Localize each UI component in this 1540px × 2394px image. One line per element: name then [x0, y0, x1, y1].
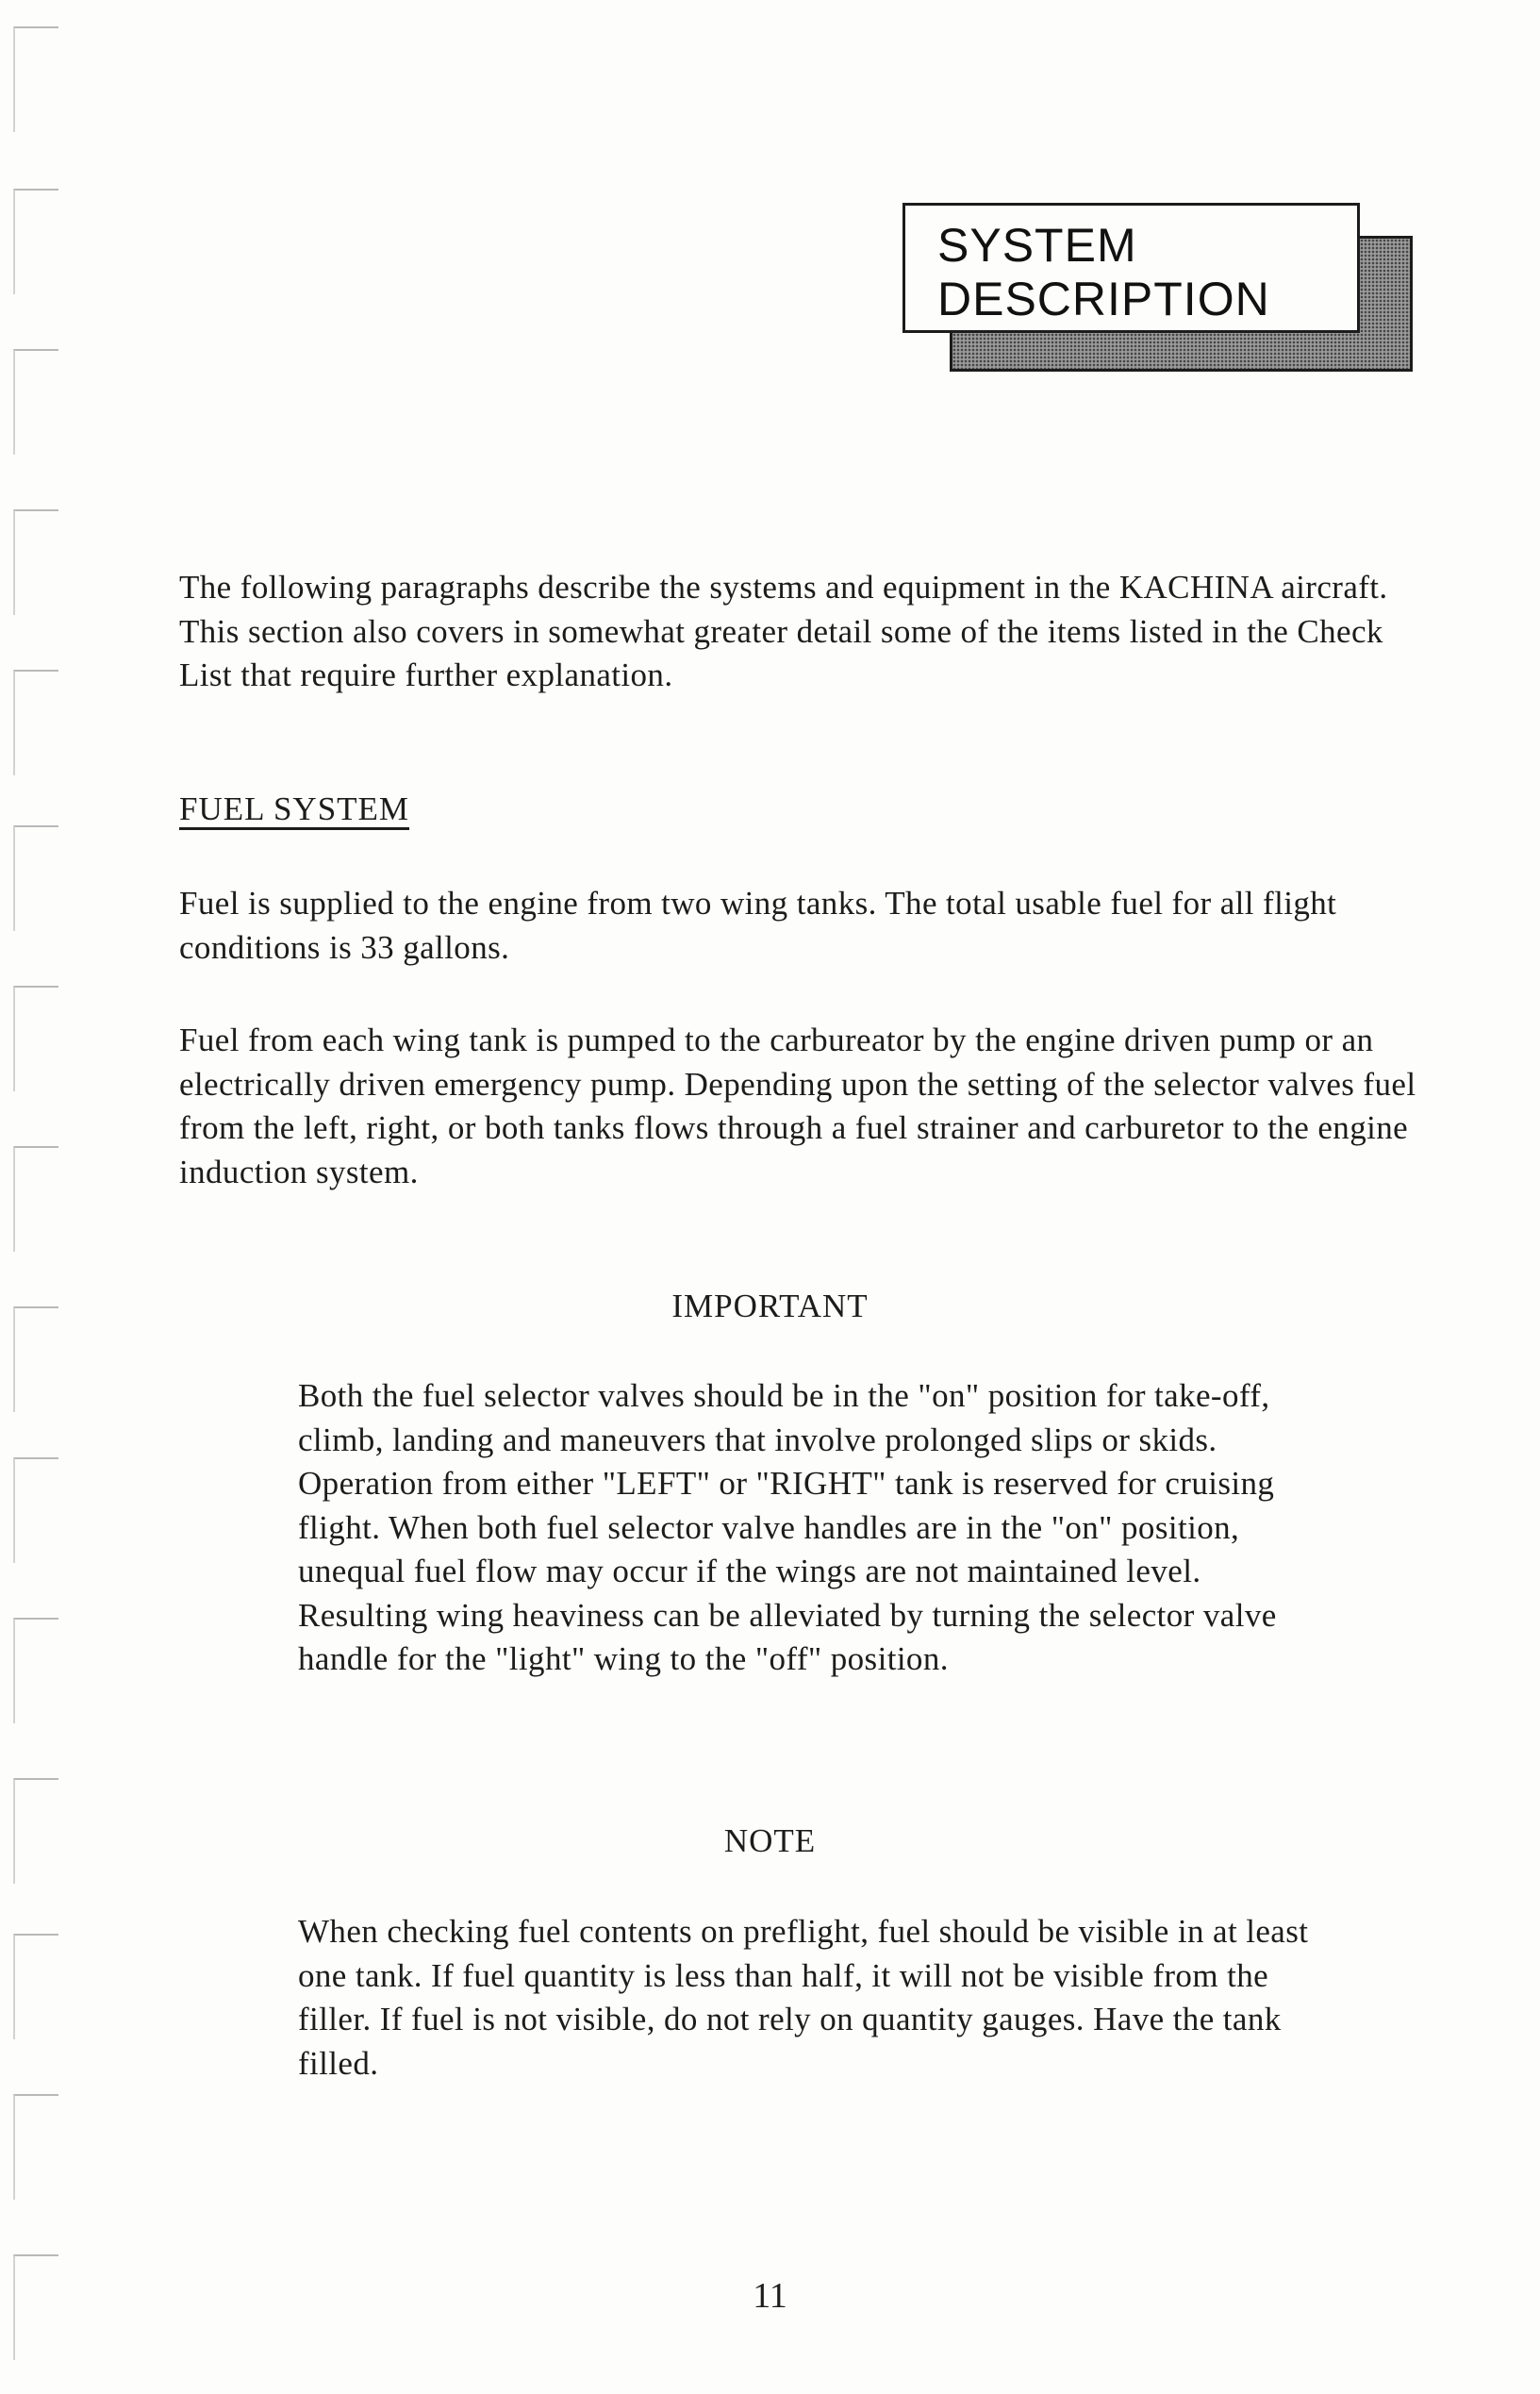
binder-margin-mark: [13, 670, 58, 775]
binder-margin-mark: [13, 1457, 58, 1563]
binder-margin-mark: [13, 1618, 58, 1723]
important-text: Both the fuel selector valves should be in the "on" position for take-off, climb, landing and maneuvers that involve prolonged slips or skids. Operation from either "LEFT" or "RIGHT" tank is reserved for cruising flight. When both fuel selector valve handles are in the "on" position, unequal fuel flow may occur if the wings are not maintained level. Resulting wing heaviness can be alleviated by turning the selector valve handle for the "light" wing to the "off" position.: [298, 1377, 1277, 1677]
fuel-system-heading: FUEL SYSTEM: [179, 790, 410, 827]
binder-margin-mark: [13, 509, 58, 615]
binder-margin-mark: [13, 2094, 58, 2200]
note-text: When checking fuel contents on preflight, fuel should be visible in at least one tank. If fuel quantity is less than half, it will not be visible from the filler. If fuel is not visible, do not rely on quantity gauges. Have the tank filled.: [298, 1913, 1309, 2082]
binder-margin-mark: [13, 1146, 58, 1252]
fuel-supply-paragraph: Fuel is supplied to the engine from two wing tanks. The total usable fuel for all flight conditions is 33 gallons.: [179, 885, 1337, 966]
section-title-line2: DESCRIPTION: [937, 273, 1270, 325]
binder-margin-mark: [13, 986, 58, 1091]
binder-margin-mark: [13, 1934, 58, 2039]
important-label: IMPORTANT: [671, 1288, 869, 1324]
page-number: 11: [753, 2276, 787, 2316]
intro-paragraph: The following paragraphs describe the systems and equipment in the KACHINA aircraft. This section also covers in somewhat greater detail some of the items listed in the Check List that require further explanation.: [179, 569, 1388, 693]
section-title-line1: SYSTEM: [937, 219, 1137, 272]
binder-margin-mark: [13, 26, 58, 132]
section-title-tab: [902, 203, 1360, 333]
fuel-flow-paragraph: Fuel from each wing tank is pumped to the carbureator by the engine driven pump or an electrically driven emergency pump. Depending upon the setting of the selector valves fuel from the left, right, or both tanks flows through a fuel strainer and carburetor to the engine induction system.: [179, 1022, 1416, 1190]
binder-margin-mark: [13, 189, 58, 294]
note-label: NOTE: [723, 1822, 817, 1859]
binder-margin-mark: [13, 825, 58, 931]
binder-margin-mark: [13, 349, 58, 455]
